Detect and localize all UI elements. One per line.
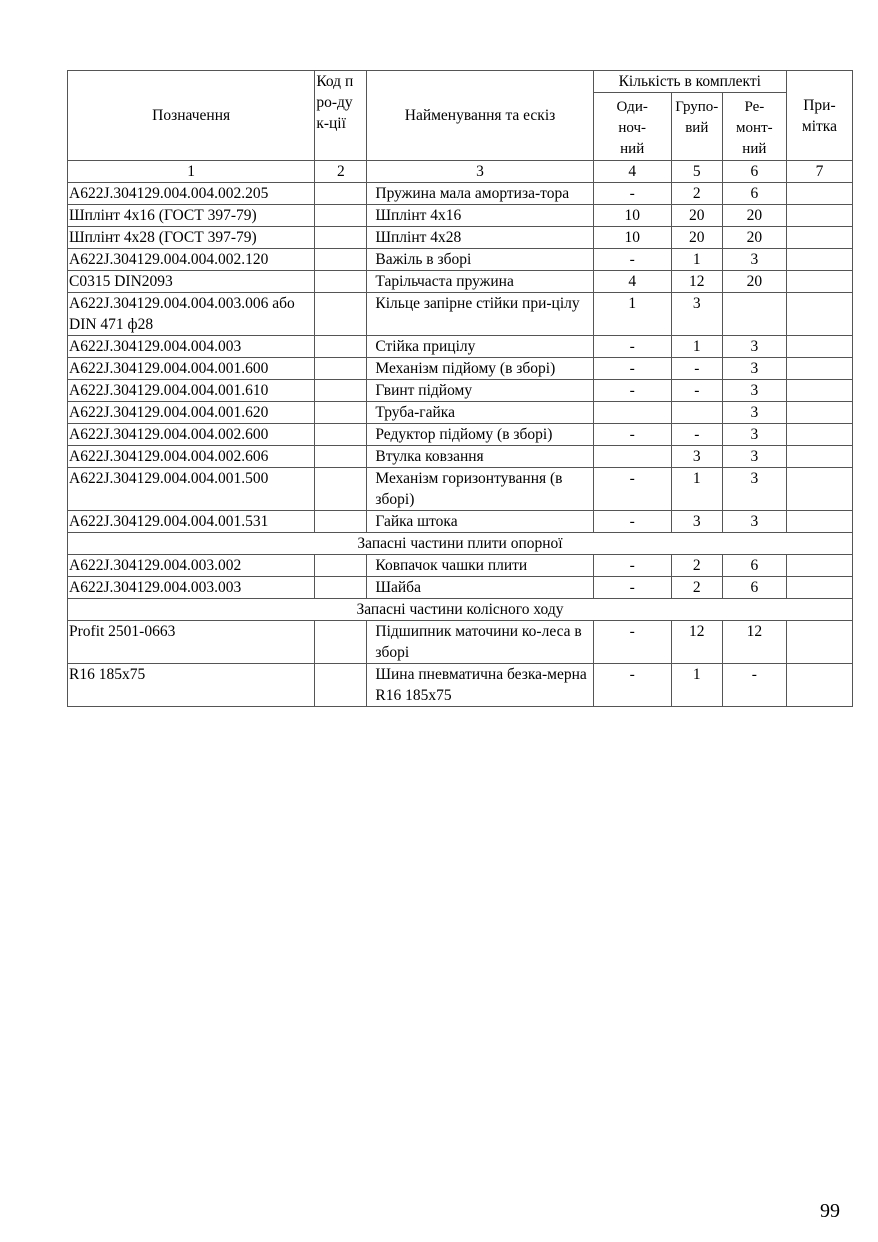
table-row (68, 577, 853, 599)
cell-note (786, 664, 852, 707)
cell-repair: 3 (722, 380, 786, 402)
cell-product-code (315, 336, 367, 358)
header-repair-text: Ре-монт-ний (736, 99, 773, 157)
cell-note (786, 468, 852, 511)
section-plate (68, 533, 853, 555)
cell-product-code (315, 468, 367, 511)
cell-name: Стійка прицілу (367, 336, 593, 358)
cell-note (786, 424, 852, 446)
cell-name: Шплінт 4х28 (367, 227, 593, 249)
cell-group (671, 402, 722, 424)
cell-single: - (593, 249, 671, 271)
cell-repair (722, 293, 786, 336)
cell-group: 20 (671, 227, 722, 249)
cell-name: Редуктор підйому (в зборі) (367, 424, 593, 446)
cell-repair: 6 (722, 183, 786, 205)
cell-group: - (671, 380, 722, 402)
cell-group: 12 (671, 271, 722, 293)
col-number-6: 6 (722, 161, 786, 183)
cell-designation: A622J.304129.004.004.001.610 (68, 380, 315, 402)
cell-name: Механізм підйому (в зборі) (367, 358, 593, 380)
table-row (68, 446, 853, 468)
table-row (68, 249, 853, 271)
cell-repair: 3 (722, 402, 786, 424)
section-header-wheel (68, 599, 853, 621)
cell-product-code (315, 664, 367, 707)
cell-product-code (315, 205, 367, 227)
col-number-2: 2 (315, 161, 367, 183)
section-header-plate (68, 533, 853, 555)
cell-designation: A622J.304129.004.004.001.600 (68, 358, 315, 380)
cell-designation: A622J.304129.004.004.003.006 або DIN 471 ф28 (68, 293, 315, 336)
cell-product-code (315, 183, 367, 205)
cell-group: 1 (671, 664, 722, 707)
header-qty-group: Кількість в комплекті (593, 71, 786, 93)
cell-designation: A622J.304129.004.004.002.205 (68, 183, 315, 205)
header-name: Найменування та ескіз (367, 71, 593, 161)
section-plate-rows (68, 555, 853, 599)
cell-designation: A622J.304129.004.003.003 (68, 577, 315, 599)
cell-single: - (593, 621, 671, 664)
cell-group: 1 (671, 249, 722, 271)
cell-single: - (593, 336, 671, 358)
cell-designation: A622J.304129.004.004.002.120 (68, 249, 315, 271)
cell-repair: 3 (722, 511, 786, 533)
section-wheel (68, 599, 853, 621)
cell-note (786, 446, 852, 468)
col-number-4: 4 (593, 161, 671, 183)
cell-product-code (315, 227, 367, 249)
section-wheel-rows (68, 621, 853, 707)
header-note (786, 71, 852, 161)
cell-name: Підшипник маточини ко-леса в зборі (367, 621, 593, 664)
cell-designation: A622J.304129.004.004.001.531 (68, 511, 315, 533)
cell-name: Пружина мала амортиза-тора (367, 183, 593, 205)
spare-parts-table (67, 70, 853, 707)
table-row (68, 621, 853, 664)
cell-note (786, 336, 852, 358)
cell-note (786, 249, 852, 271)
cell-designation: A622J.304129.004.004.001.620 (68, 402, 315, 424)
table-row (68, 380, 853, 402)
cell-product-code (315, 380, 367, 402)
cell-group: 20 (671, 205, 722, 227)
table-row (68, 358, 853, 380)
cell-group: - (671, 424, 722, 446)
cell-product-code (315, 577, 367, 599)
cell-designation: A622J.304129.004.004.001.500 (68, 468, 315, 511)
table-row (68, 227, 853, 249)
cell-designation: Шплінт 4х16 (ГОСТ 397-79) (68, 205, 315, 227)
cell-single: - (593, 664, 671, 707)
cell-repair: 6 (722, 577, 786, 599)
cell-designation: R16 185x75 (68, 664, 315, 707)
cell-name: Втулка ковзання (367, 446, 593, 468)
cell-repair: 3 (722, 424, 786, 446)
cell-product-code (315, 555, 367, 577)
cell-single: - (593, 511, 671, 533)
cell-name: Шина пневматична безка-мерна R16 185x75 (367, 664, 593, 707)
cell-product-code (315, 424, 367, 446)
cell-product-code (315, 271, 367, 293)
cell-repair: 20 (722, 271, 786, 293)
cell-name: Шайба (367, 577, 593, 599)
table-row (68, 555, 853, 577)
cell-product-code (315, 621, 367, 664)
header-row (68, 71, 853, 93)
cell-note (786, 555, 852, 577)
cell-note (786, 380, 852, 402)
cell-repair: 20 (722, 205, 786, 227)
main-rows (68, 183, 853, 533)
cell-single: - (593, 577, 671, 599)
cell-note (786, 402, 852, 424)
cell-name: Шплінт 4х16 (367, 205, 593, 227)
cell-single: - (593, 380, 671, 402)
cell-note (786, 183, 852, 205)
table-row (68, 468, 853, 511)
header-designation: Позначення (68, 71, 315, 161)
cell-group: 2 (671, 183, 722, 205)
cell-name: Труба-гайка (367, 402, 593, 424)
header-product-code (315, 71, 367, 161)
header-single (593, 93, 671, 161)
table-row (68, 664, 853, 707)
table-row (68, 424, 853, 446)
cell-group: 2 (671, 577, 722, 599)
cell-designation: A622J.304129.004.004.002.606 (68, 446, 315, 468)
cell-name: Гвинт підйому (367, 380, 593, 402)
cell-repair: 3 (722, 358, 786, 380)
cell-designation: A622J.304129.004.004.002.600 (68, 424, 315, 446)
cell-product-code (315, 402, 367, 424)
cell-note (786, 511, 852, 533)
cell-designation: Шплінт 4х28 (ГОСТ 397-79) (68, 227, 315, 249)
cell-name: Тарільчаста пружина (367, 271, 593, 293)
cell-product-code (315, 446, 367, 468)
header-group-text: Групо-вий (675, 99, 719, 136)
table-row (68, 402, 853, 424)
col-number-3: 3 (367, 161, 593, 183)
cell-product-code (315, 358, 367, 380)
cell-designation: C0315 DIN2093 (68, 271, 315, 293)
cell-name: Кільце запірне стійки при-цілу (367, 293, 593, 336)
col-number-5: 5 (671, 161, 722, 183)
cell-single: 10 (593, 227, 671, 249)
cell-repair: 3 (722, 249, 786, 271)
cell-group: 3 (671, 293, 722, 336)
header-single-text: Оди-ноч-ний (616, 99, 648, 157)
cell-group: 1 (671, 336, 722, 358)
cell-repair: 6 (722, 555, 786, 577)
section-title-wheel: Запасні частини колісного ходу (68, 599, 853, 621)
cell-single: - (593, 183, 671, 205)
cell-single: 1 (593, 293, 671, 336)
cell-note (786, 621, 852, 664)
cell-single: - (593, 424, 671, 446)
cell-designation: A622J.304129.004.003.002 (68, 555, 315, 577)
cell-group: 2 (671, 555, 722, 577)
cell-repair: 3 (722, 468, 786, 511)
table-row (68, 511, 853, 533)
cell-group: 3 (671, 446, 722, 468)
cell-product-code (315, 249, 367, 271)
cell-repair: 20 (722, 227, 786, 249)
cell-note (786, 227, 852, 249)
cell-designation: A622J.304129.004.004.003 (68, 336, 315, 358)
page-number: 99 (820, 1200, 840, 1222)
cell-name: Механізм горизонтування (в зборі) (367, 468, 593, 511)
header-product-code-text: Код про-дук-ції (316, 73, 354, 132)
col-number-7: 7 (786, 161, 852, 183)
table-row (68, 336, 853, 358)
cell-single: - (593, 358, 671, 380)
cell-repair: 3 (722, 446, 786, 468)
cell-single: - (593, 468, 671, 511)
cell-repair: 12 (722, 621, 786, 664)
table-row (68, 205, 853, 227)
header-note-text: При-мітка (801, 96, 837, 135)
cell-note (786, 271, 852, 293)
cell-note (786, 358, 852, 380)
table-row (68, 271, 853, 293)
cell-single: 10 (593, 205, 671, 227)
cell-name: Ковпачок чашки плити (367, 555, 593, 577)
cell-group: 12 (671, 621, 722, 664)
header-group (671, 93, 722, 161)
cell-note (786, 293, 852, 336)
cell-single (593, 402, 671, 424)
table-row (68, 293, 853, 336)
table-row (68, 183, 853, 205)
cell-note (786, 205, 852, 227)
cell-single: 4 (593, 271, 671, 293)
cell-product-code (315, 511, 367, 533)
cell-single: - (593, 555, 671, 577)
section-title-plate: Запасні частини плити опорної (68, 533, 853, 555)
cell-repair: - (722, 664, 786, 707)
cell-designation: Profit 2501-0663 (68, 621, 315, 664)
cell-group: 3 (671, 511, 722, 533)
header-repair (722, 93, 786, 161)
cell-group: 1 (671, 468, 722, 511)
cell-single (593, 446, 671, 468)
column-number-row (68, 161, 853, 183)
cell-product-code (315, 293, 367, 336)
col-number-1: 1 (68, 161, 315, 183)
cell-note (786, 577, 852, 599)
cell-repair: 3 (722, 336, 786, 358)
cell-name: Важіль в зборі (367, 249, 593, 271)
cell-name: Гайка штока (367, 511, 593, 533)
cell-group: - (671, 358, 722, 380)
